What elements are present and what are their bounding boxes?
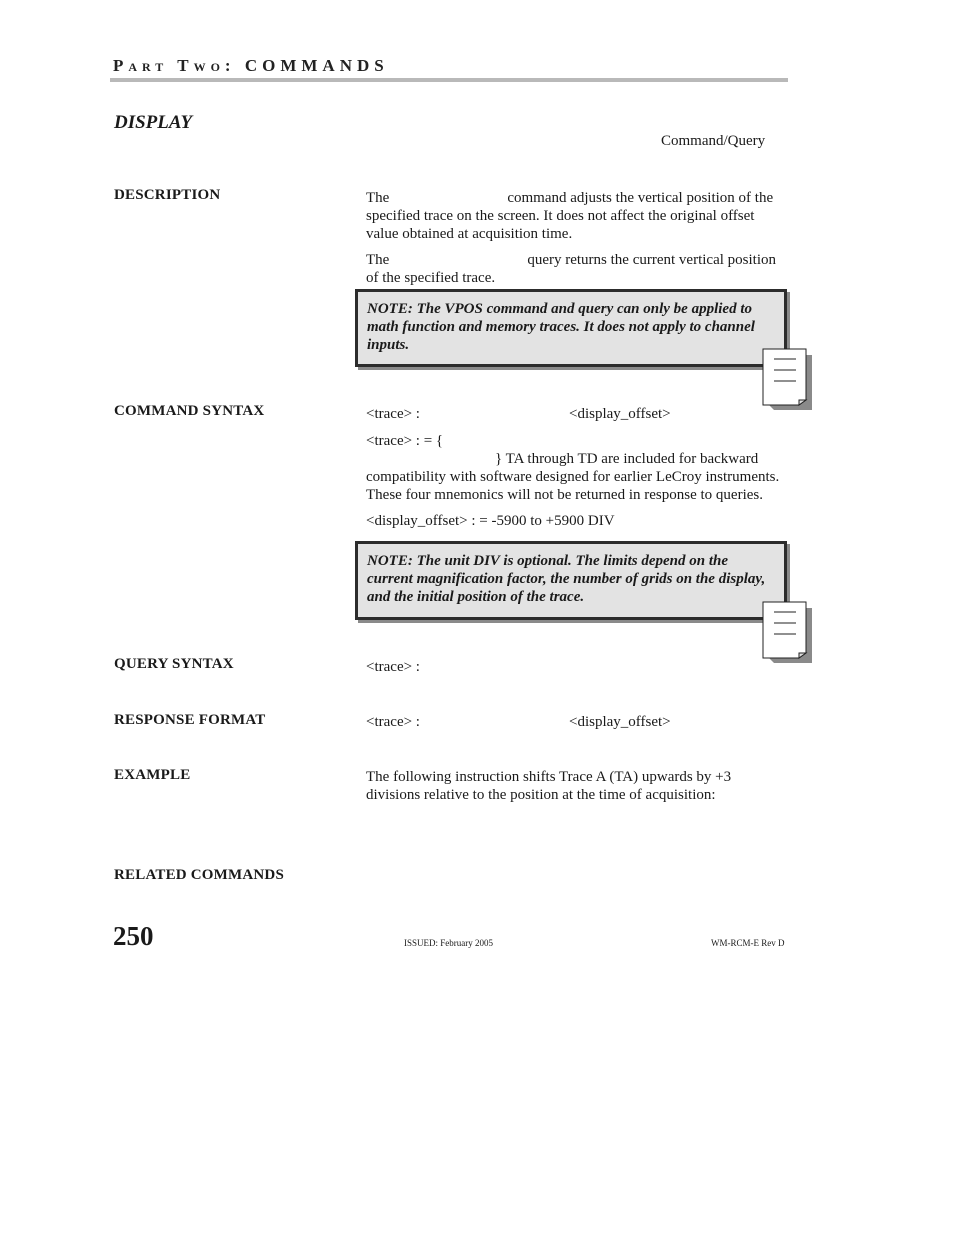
command-syntax-line-2: <trace> : = { [366, 433, 444, 449]
query-syntax-label: QUERY SYNTAX [114, 656, 234, 672]
document-id: WM-RCM-E Rev D [711, 938, 785, 948]
command-syntax-line-2b [366, 450, 786, 504]
response-display-offset: <display_offset> [569, 714, 671, 730]
example-text: The following instruction shifts Trace A (TA) upwards by +3 divisions relative to the position at the time of acquisition: [366, 769, 732, 803]
description-para-1 [366, 189, 786, 243]
note-box-div [355, 541, 787, 620]
para1-rest: command adjusts the vertical position of the specified trace on the screen. It does not affect the original offset value obtained at acquisition time. [366, 190, 774, 242]
command-type: Command/Query [661, 133, 766, 149]
para2-rest: query returns the current vertical position of the specified trace. [366, 252, 776, 286]
para2-start: The [366, 252, 390, 268]
example-label: EXAMPLE [114, 767, 191, 783]
description-para-2 [366, 251, 786, 287]
response-trace: <trace> : [366, 714, 420, 730]
para1-start: The [366, 190, 390, 206]
note-text: NOTE: The unit DIV is optional. The limits depend on the current magnification factor, the number of grids on the display, and the initial position of the trace. [367, 553, 766, 605]
page-number: 250 [113, 921, 154, 951]
trace-compat-text: compatibility with software designed for earlier LeCroy instruments. These four mnemonics will not be returned in response to queries. [366, 469, 780, 503]
command-syntax-label: COMMAND SYNTAX [114, 403, 265, 419]
cmd-display-offset: <display_offset> [569, 406, 671, 422]
note-text: NOTE: The VPOS command and query can only be applied to math function and memory traces. It does not apply to channel inputs. [367, 301, 755, 353]
note-pad-icon [762, 348, 812, 410]
note-pad-icon [762, 601, 812, 663]
cmd-trace: <trace> : [366, 406, 420, 422]
related-commands-label: RELATED COMMANDS [114, 867, 285, 883]
note-box-vpos [355, 289, 787, 367]
header-rule [110, 78, 788, 82]
trace-brace-text: } TA through TD are included for backward [495, 451, 759, 467]
description-label: DESCRIPTION [114, 187, 221, 203]
section-title: DISPLAY [114, 112, 193, 133]
command-syntax-line-3: <display_offset> : = -5900 to +5900 DIV [366, 513, 615, 529]
part-title: Part Two: COMMANDS [113, 56, 389, 75]
response-format-label: RESPONSE FORMAT [114, 712, 266, 728]
query-syntax-text: <trace> : [366, 659, 420, 675]
issued-date: ISSUED: February 2005 [404, 938, 493, 948]
